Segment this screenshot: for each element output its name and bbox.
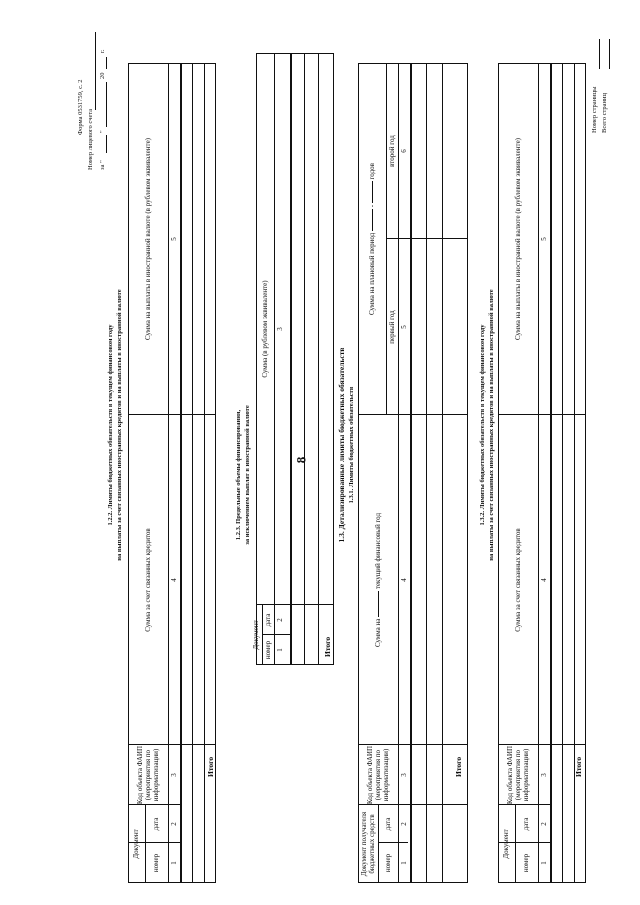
s122-faip-header: Код объекта ФАИП (мероприятия по информатизации) (135, 745, 161, 805)
period-year-line (106, 57, 107, 69)
s123-title-1: 1.2.3. Предельные объемы финансирования, (235, 409, 242, 541)
s132-title-2: на выплаты за счет связанных иностранных кредитов и на выплаты в иностранной валюте (488, 289, 495, 561)
period-prefix: за " (99, 160, 106, 170)
account-number-label: Номер лицевого счета (87, 108, 94, 170)
form-sheet: Форма 0531759, с. 2 Номер лицевого счета за " " 20 г. 1.2.2. Лимиты бюджетных обязательств в текущем финансовом году на выплаты за счет связанных иностранных кредитов и на выплаты в иностранной валюте Документ номер дата Код объекта ФАИП (мероприятия по информатизации) Сумма за счет связанных кредитов Сумма на выплаты в иностранной валюте (в рублевом эквиваленте) 1 2 3 4 5 Итого 1.2.3. Предельные объемы финансирования, за исключением выплат в иностранной валюте Документ номер дата Сумма (в рублевом эквиваленте) 1 2 3 Итого 1.3. Детализированные лимиты бюджетных обязательств 1.3.1. Лимиты бюджетных обязательств Документ получателя бюджетных средств номер дата Код объекта ФАИП (мероприятия по информатизации) Сумма на текущий финансовый год Сумма на плановый период - годов первый год второй год 1 2 3 4 5 6 Итого 1.3.2. Лимиты бюджетных обязательств в текущем финансовом году на выплаты за счет связанных иностранных кредитов и на выплаты в иностранной валюте Документ номер дата Код объекта ФАИП (мероприятия по информатизации) Сумма за счет связанных кредитов Сумма на выплаты в иностранной валюте (в рублевом эквиваленте) 1 2 3 4 5 Итого Номер страницы Всего страниц (0, 0, 640, 905)
s131-recipient-doc-header: Документ получателя бюджетных средств (359, 811, 376, 877)
total-pages-line (609, 39, 610, 69)
s132-title-1: 1.3.2. Лимиты бюджетных обязательств в текущем финансовом году (479, 324, 486, 526)
page-number-line (599, 39, 600, 69)
s123-title-2: за исключением выплат в иностранной валюте (244, 405, 251, 545)
s122-total: Итого (206, 756, 215, 777)
period-day-line (106, 135, 107, 153)
s131-total: Итого (454, 756, 463, 777)
s132-total: Итого (574, 756, 583, 777)
page-number: 8 (293, 456, 309, 464)
period-month-line (106, 82, 107, 127)
account-number-line (95, 32, 96, 110)
total-pages-label: Всего страниц (601, 93, 608, 133)
page-number-label: Номер страницы (591, 86, 598, 133)
s122-doc-header: Документ (132, 829, 141, 859)
s122-title-1: 1.2.2. Лимиты бюджетных обязательств в текущем финансовом году (107, 324, 114, 526)
form-code: Форма 0531759, с. 2 (77, 79, 84, 135)
s13-title: 1.3. Детализированные лимиты бюджетных обязательств (337, 347, 346, 543)
s122-title-2: на выплаты за счет связанных иностранных кредитов и на выплаты в иностранной валюте (116, 289, 123, 561)
s131-subtitle: 1.3.1. Лимиты бюджетных обязательств (348, 386, 355, 504)
s123-total: Итого (323, 636, 332, 657)
